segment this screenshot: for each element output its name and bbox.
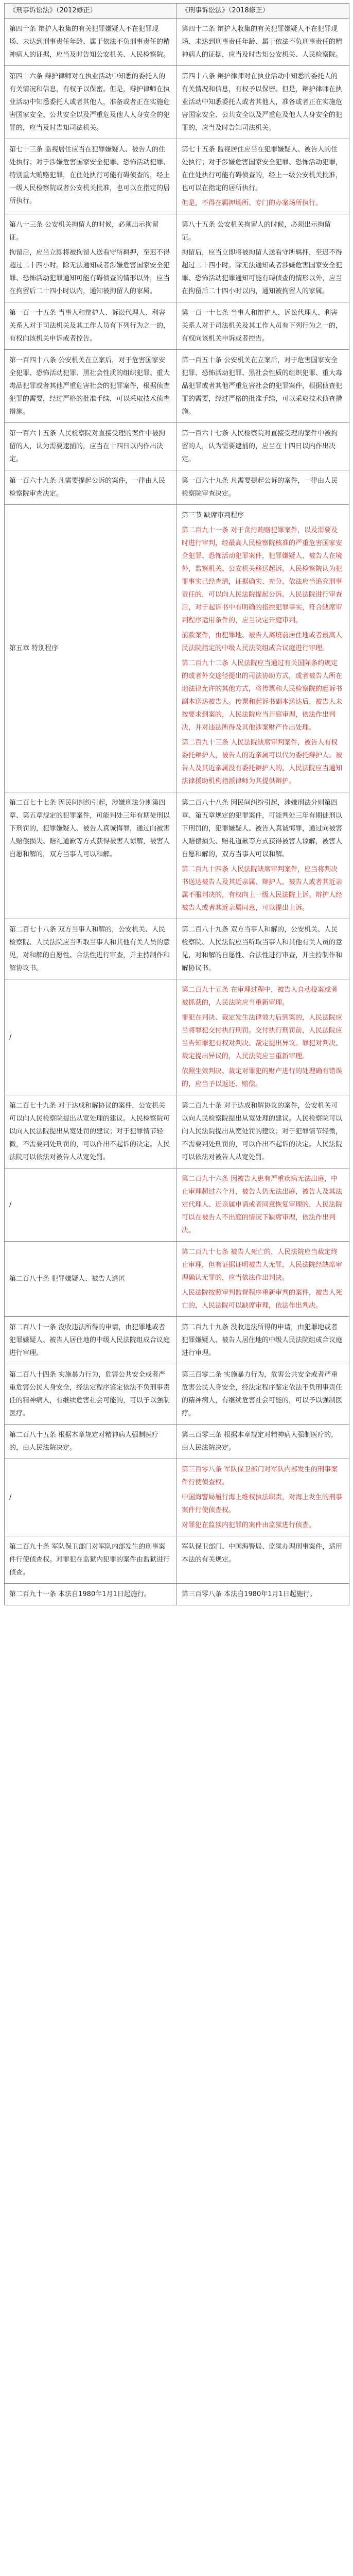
paragraph-new: 第七十五条 监视居住应当在犯罪嫌疑人、被告人的住处执行；对于涉嫌危害国家安全犯罪、恐怖活动犯罪，在住处执行可能有碍侦查的，经上一级公安机关批准，也可以在指定的居所执行。 xyxy=(182,146,343,192)
cell-new xyxy=(177,19,349,66)
cell-old xyxy=(5,792,177,919)
cell-new xyxy=(177,423,349,470)
column-header-old: 《刑事诉讼法》（2012修正） xyxy=(5,4,177,19)
paragraph-new-added: 第二百九十三条 人民法院缺席审判案件，被告人有权委托辩护人，被告人的近亲属可以代为委托辩护人。被告人及其近亲属没有委托辩护人的，人民法院应当通知法律援助机构指派律师为其提供辩护。 xyxy=(182,739,343,785)
paragraph-old: 第四十条 辩护人收集的有关犯罪嫌疑人不在犯罪现场、未达到刑事责任年龄、属于依法不负刑事责任的精神病人的证据，应当及时告知公安机关、人民检察院。 xyxy=(9,25,170,59)
paragraph-new: 第四十二条 辩护人收集的有关犯罪嫌疑人不在犯罪现场、未达到刑事责任年龄、属于依法不负刑事责任的精神病人的证据，应当及时告知公安机关、人民检察院。 xyxy=(182,25,343,59)
cell-new xyxy=(177,1536,349,1584)
cell-old xyxy=(5,1242,177,1317)
table-row xyxy=(5,1584,349,1605)
paragraph-old: 第二百七十八条 双方当事人和解的，公安机关、人民检察院、人民法院应当听取当事人和其他有关人员的意见，对和解的自愿性、合法性进行审查，并主持制作和解协议书。 xyxy=(9,926,170,972)
cell-old xyxy=(5,1584,177,1605)
paragraph-new: 第一百六十九条 凡需要提起公诉的案件，一律由人民检察院审查决定。 xyxy=(182,477,338,498)
paragraph-new-added: 第二百九十二条 人民法院应当通过有关国际条约规定的或者外交途径提出的司法协助方式，或者被告人所在地法律允许的其他方式，将传票和人民检察院的起诉书副本送达被告人。传票和起诉书副本送达后，被告人未按要求到案的，人民法院应当开庭审理，依法作出判决，并对违法所得及其他涉案财产作出处理。 xyxy=(182,659,343,732)
cell-old xyxy=(5,1168,177,1242)
paragraph-old: 第一百六十五条 人民检察院对直接受理的案件中被拘留的人，认为需要逮捕的，应当在十四日以内作出决定。 xyxy=(9,430,166,463)
table-row xyxy=(5,1317,349,1364)
paragraph-new: 第三百零八条 本法自1980年1月1日起施行。 xyxy=(182,1590,316,1598)
cell-new xyxy=(177,1584,349,1605)
cell-new xyxy=(177,302,349,350)
table-row xyxy=(5,19,349,66)
cell-new xyxy=(177,350,349,423)
paragraph-new: 第一百一十七条 当事人和辩护人、诉讼代理人、利害关系人对于司法机关及其工作人员有下列行为之一的，有权向该机关申诉或者控告。 xyxy=(182,309,343,343)
paragraph-new: 第一百五十条 公安机关在立案后，对于危害国家安全犯罪、恐怖活动犯罪、黑社会性质的组织犯罪、重大毒品犯罪或者其他严重危害社会的犯罪案件，根据侦查犯罪的需要，经过严格的批准手续，可以采取技术侦查措施。 xyxy=(182,357,343,416)
cell-old xyxy=(5,1536,177,1584)
paragraph-old: 第二百八十四条 实施暴力行为，危害公共安全或者严重危害公民人身安全，经法定程序鉴定依法不负刑事责任的精神病人，有继续危害社会可能的，可以予以强制医疗。 xyxy=(9,1371,170,1417)
paragraph-old: 拘留后，应当立即将被拘留人送看守所羁押，至迟不得超过二十四小时。除无法通知或者涉嫌危害国家安全犯罪、恐怖活动犯罪通知可能有碍侦查的情形以外，应当在拘留后二十四小时以内，通知被拘留人的家属。 xyxy=(9,249,170,295)
table-row xyxy=(5,139,349,214)
table-row xyxy=(5,66,349,139)
paragraph-new: 第二百八十九条 双方当事人和解的，公安机关、人民检察院、人民法院应当听取当事人和其他有关人员的意见，对和解的自愿性、合法性进行审查，并主持制作和解协议书。 xyxy=(182,926,343,972)
paragraph-old: 第七十三条 监视居住应当在犯罪嫌疑人、被告人的住处执行；对于涉嫌危害国家安全犯罪、恐怖活动犯罪、特别重大贿赂犯罪，在住处执行可能有碍侦查的，经上一级人民检察院或者公安机关批准，也可以在指定的居所执行。 xyxy=(9,146,170,205)
paragraph-new-added: 但是，不得在羁押场所、专门的办案场所执行。 xyxy=(182,199,323,207)
cell-old xyxy=(5,1095,177,1168)
cell-old xyxy=(5,66,177,139)
paragraph-old: 第八十三条 公安机关拘留人的时候，必须出示拘留证。 xyxy=(9,221,159,242)
column-header-new: 《刑事诉讼法》（2018修正） xyxy=(177,4,349,19)
cell-new xyxy=(177,1317,349,1364)
cell-new xyxy=(177,1364,349,1425)
paragraph-old: 第二百九十一条 本法自1980年1月1日起施行。 xyxy=(9,1590,151,1598)
cell-new xyxy=(177,470,349,505)
paragraph-old: 第一百六十九条 凡需要提起公诉的案件，一律由人民检察院审查决定。 xyxy=(9,477,166,498)
paragraph-new: 第二百八十八条 因民间纠纷引起，涉嫌刑法分则第四章、第五章规定的犯罪案件，可能判处三年有期徒刑以下刑罚的，犯罪嫌疑人、被告人真诚悔罪，通过向被害人赔偿损失、赔礼道歉等方式获得被害人谅解，被害人自愿和解的，双方当事人可以和解。 xyxy=(182,799,343,858)
cell-new xyxy=(177,979,349,1095)
paragraph-new-added: 第二百九十五条 在审理过程中，被告人自动投案或者被抓获的，人民法院应当重新审理。 xyxy=(182,986,338,1007)
cell-new xyxy=(177,1095,349,1168)
paragraph-old: 第二百八十五条 根据本章规定对精神病人强制医疗的，由人民法院决定。 xyxy=(9,1431,159,1452)
paragraph-new-added: 对罪犯在监狱内犯罪的案件由监狱进行侦查。 xyxy=(182,1521,316,1529)
cell-label: / xyxy=(9,1033,12,1041)
table-row xyxy=(5,1364,349,1425)
cell-old xyxy=(5,979,177,1095)
table-row xyxy=(5,302,349,350)
cell-old xyxy=(5,1459,177,1536)
table-row xyxy=(5,1095,349,1168)
paragraph-new-added: 第二百九十一条 对于贪污贿赂犯罪案件，以及需要及时进行审判，经最高人民检察院核准的严重危害国家安全犯罪、恐怖活动犯罪案件，犯罪嫌疑人、被告人在境外，监察机关、公安机关移送起诉，人民检察院认为犯罪事实已经查清，证据确实、充分，依法应当追究刑事责任的，可以向人民法院提起公诉。人民法院进行审查后，对于起诉书中有明确的指控犯罪事实，符合缺席审判程序适用条件的，应当决定开庭审判。 xyxy=(182,527,343,624)
table-row xyxy=(5,350,349,423)
paragraph-new-added: 第二百九十七条 被告人死亡的，人民法院应当裁定终止审理，但有证据证明被告人无罪，人民法院经缺席审理确认无罪的，应当依法作出判决。 xyxy=(182,1248,343,1282)
cell-new xyxy=(177,139,349,214)
paragraph-new: 第一百六十七条 人民检察院对直接受理的案件中被拘留的人，认为需要逮捕的，应当在十四日以内作出决定。 xyxy=(182,430,338,463)
table-row xyxy=(5,214,349,302)
cell-old xyxy=(5,19,177,66)
paragraph-new-added: 第三百零八条 军队保卫部门对军队内部发生的刑事案件行使侦查权。 xyxy=(182,1466,338,1486)
paragraph-new: 第二百九十九条 没收违法所得的申请，由犯罪地或者犯罪嫌疑人、被告人居住地的中级人民法院组成合议庭进行审理。 xyxy=(182,1324,343,1357)
paragraph-old: 第四十六条 辩护律师对在执业活动中知悉的委托人的有关情况和信息，有权予以保密。但是，辩护律师在执业活动中知悉委托人或者其他人，准备或者正在实施危害国家安全、公共安全以及严重危及他人人身安全的犯罪的，应当及时告知司法机关。 xyxy=(9,73,170,132)
paragraph-old: 第二百七十七条 因民间纠纷引起，涉嫌刑法分则第四章、第五章规定的犯罪案件，可能判处三年有期徒刑以下刑罚的，犯罪嫌疑人、被告人真诚悔罪，通过向被害人赔偿损失、赔礼道歉等方式获得被害人谅解，被害人自愿和解的，双方当事人可以和解。 xyxy=(9,799,170,858)
paragraph-old: 第一百一十五条 当事人和辩护人、诉讼代理人、利害关系人对于司法机关及其工作人员有下列行为之一的，有权向该机关申诉或者控告。 xyxy=(9,309,170,343)
table-row xyxy=(5,979,349,1095)
table-header-row xyxy=(5,4,349,19)
table-row xyxy=(5,505,349,792)
cell-old xyxy=(5,470,177,505)
cell-old xyxy=(5,302,177,350)
paragraph-old: 第二百七十九条 对于达成和解协议的案件，公安机关可以向人民检察院提出从宽处理的建议。人民检察院可以向人民法院提出从宽处罚的建议；对于犯罪情节轻微，不需要判处刑罚的，可以作出不起诉的决定。人民法院可以依法对被告人从宽处罚。 xyxy=(9,1102,170,1161)
cell-old xyxy=(5,1364,177,1425)
paragraph-new: 军队保卫部门、中国海警局、监狱办理刑事案件，适用本法的有关规定。 xyxy=(182,1543,343,1564)
table-row xyxy=(5,1459,349,1536)
paragraph-new: 第四十八条 辩护律师对在执业活动中知悉的委托人的有关情况和信息，有权予以保密。但是，辩护律师在执业活动中知悉委托人或者其他人，准备或者正在实施危害国家安全、公共安全以及严重危及他人人身安全的犯罪的，应当及时告知司法机关。 xyxy=(182,73,343,132)
paragraph-new-added: 罪犯在判决、裁定发生法律效力后到案的，人民法院应当将罪犯交付执行刑罚。交付执行刑罚前，人民法院应当告知罪犯有权对判决、裁定提出异议。罪犯对判决、裁定提出异议的，人民法院应当重新审理。 xyxy=(182,1014,343,1060)
cell-new xyxy=(177,1168,349,1242)
paragraph-old: 第一百四十八条 公安机关在立案后，对于危害国家安全犯罪、恐怖活动犯罪、黑社会性质的组织犯罪、重大毒品犯罪或者其他严重危害社会的犯罪案件，根据侦查犯罪的需要，经过严格的批准手续，可以采取技术侦查措施。 xyxy=(9,357,170,416)
table-row xyxy=(5,919,349,979)
table-row xyxy=(5,1536,349,1584)
cell-label: 第五章 特别程序 xyxy=(9,645,59,652)
cell-new xyxy=(177,505,349,792)
cell-old xyxy=(5,1425,177,1459)
paragraph-new-added: 依照生效判决、裁定对罪犯的财产进行的处理确有错误的，应当予以返还、赔偿。 xyxy=(182,1067,343,1088)
paragraph-new: 第三节 缺席审判程序 xyxy=(182,512,244,519)
cell-new xyxy=(177,66,349,139)
paragraph-new: 第八十五条 公安机关拘留人的时候，必须出示拘留证。 xyxy=(182,221,331,242)
cell-new xyxy=(177,214,349,302)
cell-old xyxy=(5,919,177,979)
cell-new xyxy=(177,919,349,979)
table-row xyxy=(5,1425,349,1459)
table-row xyxy=(5,1242,349,1317)
cell-new xyxy=(177,1242,349,1317)
cell-old xyxy=(5,350,177,423)
cell-old xyxy=(5,423,177,470)
table-row xyxy=(5,1168,349,1242)
cell-label: / xyxy=(9,1201,12,1209)
paragraph-new: 第二百九十条 对于达成和解协议的案件，公安机关可以向人民检察院提出从宽处理的建议。人民检察院可以向人民法院提出从宽处罚的建议；对于犯罪情节轻微，不需要判处刑罚的，可以作出不起诉的决定。人民法院可以依法对被告人从宽处罚。 xyxy=(182,1102,343,1161)
comparison-table xyxy=(4,3,349,1605)
cell-old xyxy=(5,139,177,214)
table-row xyxy=(5,423,349,470)
cell-label: / xyxy=(9,1494,12,1501)
cell-old xyxy=(5,505,177,792)
cell-new xyxy=(177,792,349,919)
paragraph-new-added: 第二百九十六条 因被告人患有严重疾病无法出庭，中止审理超过六个月，被告人仍无法出庭，被告人及其法定代理人、近亲属申请或者同意恢复审理的，人民法院可以在被告人不出庭的情况下缺席审理，依法作出判决。 xyxy=(182,1175,343,1234)
paragraph-old: 第二百八十一条 没收违法所得的申请，由犯罪地或者犯罪嫌疑人、被告人居住地的中级人民法院组成合议庭进行审理。 xyxy=(9,1324,170,1357)
paragraph-new-added: 中国海警局履行海上维权执法职责，对海上发生的刑事案件行使侦查权。 xyxy=(182,1494,343,1514)
table-row xyxy=(5,792,349,919)
cell-new xyxy=(177,1425,349,1459)
table-body xyxy=(5,19,349,1605)
cell-old xyxy=(5,214,177,302)
cell-old xyxy=(5,1317,177,1364)
paragraph-old: 第二百九十条 军队保卫部门对军队内部发生的刑事案件行使侦查权。对罪犯在监狱内犯罪的案件由监狱进行侦查。 xyxy=(9,1543,170,1577)
paragraph-new-added: 人民法院按照审判监督程序重新审判的案件，被告人死亡的，人民法院可以缺席审理，依法作出判决。 xyxy=(182,1289,343,1310)
table-row xyxy=(5,470,349,505)
paragraph-new: 第三百零三条 根据本章规定对精神病人强制医疗的，由人民法院决定。 xyxy=(182,1431,338,1452)
cell-new xyxy=(177,1459,349,1536)
paragraph-new: 拘留后，应当立即将被拘留人送看守所羁押，至迟不得超过二十四小时。除无法通知或者涉嫌危害国家安全犯罪、恐怖活动犯罪通知可能有碍侦查的情形以外，应当在拘留后二十四小时以内，通知被拘留人的家属。 xyxy=(182,249,343,295)
paragraph-new: 第三百零二条 实施暴力行为，危害公共安全或者严重危害公民人身安全，经法定程序鉴定依法不负刑事责任的精神病人，有继续危害社会可能的，可以予以强制医疗。 xyxy=(182,1371,343,1417)
paragraph-new-added: 前款案件，由犯罪地、被告人离境前居住地或者最高人民法院指定的中级人民法院组成合议庭进行审理。 xyxy=(182,632,343,652)
paragraph-new-added: 第二百九十四条 人民法院缺席审判案件，应当将判决书送达被告人及其近亲属、辩护人。被告人或者其近亲属不服判决的，有权向上一级人民法院上诉。辩护人经被告人或者其近亲属同意，可以提出上诉。 xyxy=(182,866,343,912)
cell-label: 第二百八十条 犯罪嫌疑人、被告人逃匿 xyxy=(9,1275,126,1283)
